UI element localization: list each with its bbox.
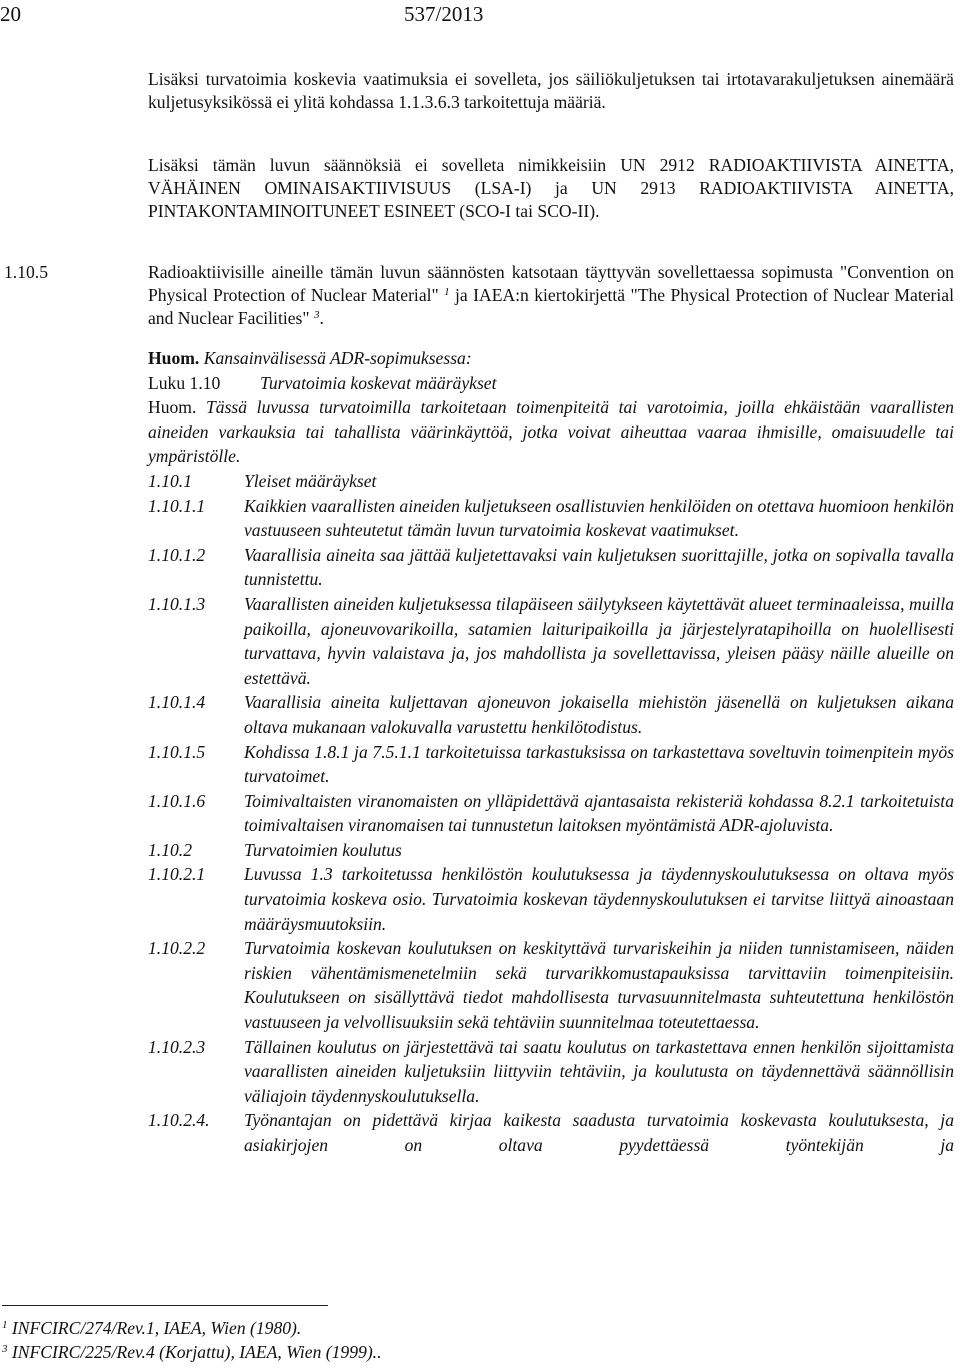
paragraph-1-text: Lisäksi turvatoimia koskevia vaatimuksia ei sovelleta, jos säiliökuljetuksen tai irtotavarakuljetuksen ainemäärä kuljetusyksikössä ei ylitä kohdassa 1.1.3.6.3 tarkoitettuja määriä. — [148, 69, 954, 112]
item-text: Kaikkien vaarallisten aineiden kuljetukseen osallistuvien henkilöiden on otettava huomioon henkilön vastuuseen suhteutetut tämän luvun turvatoimia koskevat vaatimukset. — [244, 495, 954, 541]
page-header — [0, 2, 960, 28]
footnote-separator — [2, 1305, 328, 1306]
chapter-heading-row — [148, 371, 954, 396]
item-text: Vaarallisten aineiden kuljetuksessa tilapäiseen säilytykseen käytettävät alueet terminaaleissa, muilla paikoilla, ajoneuvovarikoilla, satamien laituripaikoilla ja järjestelyratapihoilla on huolellisesti turvattava, hyvin valaistava ja, jos mahdollista ja sovellettavissa, yleisen pääsy näille alueille on estettävä. — [244, 593, 954, 688]
note-definition-text: Tässä luvussa turvatoimilla tarkoitetaan toimenpiteitä tai varotoimia, joilla ehkäistään vaarallisten aineiden varkauksia tai tahallista väärinkäyttöä, jotka voivat aiheuttaa vaaraa ihmisille, omaisuudelle tai ympäristölle. — [148, 397, 954, 467]
chapter-title: Turvatoimia koskevat määräykset — [260, 372, 497, 393]
item-text: Toimivaltaisten viranomaisten on ylläpidettävä ajantasaista rekisteriä kohdassa 8.2.1 tarkoitetuista toimivaltaisen viranomaisen tai tunnustetun laitoksen myöntämistä ADR-ajoluvista. — [244, 790, 954, 836]
item-number: 1.10.1 — [148, 470, 192, 491]
note-heading: Kansainvälisessä ADR-sopimuksessa: — [203, 348, 472, 368]
note-definition-label: Huom. — [148, 397, 197, 418]
numbered-item — [148, 543, 954, 592]
section-text-a: Radioaktiivisille aineille tämän luvun säännösten katsotaan täyttyvän sovellettaessa sopimusta "Convention on Physical Protection of Nuclear Material" — [148, 262, 954, 305]
item-number: 1.10.2.2 — [148, 938, 206, 959]
item-number: 1.10.1.2 — [148, 544, 206, 565]
footnote-1-mark: 1 — [2, 1318, 8, 1331]
item-number: 1.10.1.6 — [148, 790, 206, 811]
item-text: Vaarallisia aineita saa jättää kuljetettavaksi vain kuljetuksen suorittajille, jotka on sopivalla tavalla tunnistettu. — [244, 544, 954, 590]
section-1-10-5 — [148, 261, 954, 329]
footnote-1-text: INFCIRC/274/Rev.1, IAEA, Wien (1980). — [11, 1318, 302, 1338]
numbered-item — [148, 789, 954, 838]
item-text: Kohdissa 1.8.1 ja 7.5.1.1 tarkoitetuissa tarkastuksissa on tarkastettava soveltuvin toimenpitein myös turvatoimet. — [244, 741, 954, 787]
adr-note — [148, 346, 954, 1158]
item-number: 1.10.1.4 — [148, 692, 206, 713]
paragraph-2-text: Lisäksi tämän luvun säännöksiä ei sovelleta nimikkeisiin UN 2912 RADIOAKTIIVISTA AINETTA, VÄHÄINEN OMINAISAKTIIVISUUS (LSA-I) ja UN 2913 RADIOAKTIIVISTA AINETTA, PINTAKONTAMINOITUNEET ESINEET (SCO-I tai SCO-II). — [148, 155, 954, 221]
section-text-c: . — [319, 307, 324, 328]
item-text: Turvatoimia koskevan koulutuksen on keskityttävä turvariskeihin ja niiden tunnistamiseen, näiden riskien vähentämismenetelmiin sekä turvarikkomustapauksissa tarvittaviin toimenpiteisiin. Koulutukseen on sisällyttävä tiedot mahdollisesta turvasuunnitelmasta suhteutettuna henkilöstön vastuuseen ja velvollisuuksiin sekä tehtäviin suunnitelmaa toteutettaessa. — [244, 938, 954, 1033]
item-text: Luvussa 1.3 tarkoitetussa henkilöstön koulutuksessa ja täydennyskoulutuksessa on oltava myös turvatoimia koskeva osio. Turvatoimia koskevan täydennyskoulutuksen ei tarvitse liittyä ainoastaan määräysmuutoksiin. — [244, 864, 954, 934]
chapter-number: Luku 1.10 — [148, 372, 221, 393]
paragraph-1 — [148, 68, 954, 114]
item-number: 1.10.2 — [148, 839, 192, 860]
section-number: 1.10.5 — [4, 262, 48, 282]
section-1-10-5-text — [148, 261, 954, 329]
numbered-item — [148, 1035, 954, 1109]
item-number: 1.10.2.3 — [148, 1036, 206, 1057]
note-definition — [148, 395, 954, 469]
page-number: 20 — [0, 2, 21, 26]
document-reference: 537/2013 — [404, 2, 484, 26]
item-text: Vaarallisia aineita kuljettavan ajoneuvon jokaisella miehistön jäsenellä on kuljetuksen aikana oltava mukanaan valokuvalla varustettu henkilötodistus. — [244, 692, 954, 737]
footnote-3 — [2, 1340, 381, 1364]
numbered-item — [148, 690, 954, 739]
item-number: 1.10.1.1 — [148, 495, 206, 516]
numbered-item — [148, 936, 954, 1034]
footnote-3-text: INFCIRC/225/Rev.4 (Korjattu), IAEA, Wien (1999).. — [11, 1342, 382, 1362]
footnote-ref-3: 3 — [313, 308, 320, 321]
note-heading-row — [148, 346, 954, 371]
item-text: Tällainen koulutus on järjestettävä tai saatu koulutus on tarkastettava ennen henkilön sijoittamista vaarallisten aineiden kuljetuksiin liittyviin tehtäviin, ja koulutusta on täydennettävä säännöllisin väliajoin täydennyskoulutuksella. — [244, 1036, 954, 1106]
numbered-item — [148, 740, 954, 789]
item-number: 1.10.2.4. — [148, 1110, 210, 1131]
numbered-items — [148, 469, 954, 1158]
footnote-1 — [2, 1316, 381, 1340]
section-text-b: ja IAEA:n kiertokirjettä "The Physical Protection of Nuclear Material and Nuclear Facilities" — [148, 284, 954, 328]
subsection-heading — [148, 838, 954, 863]
item-text: Työnantajan on pidettävä kirjaa kaikesta saadusta turvatoimia koskevasta koulutuksesta, ja asiakirjojen on oltava pyydettäessä työntekijän ja — [244, 1110, 954, 1155]
item-text: Turvatoimien koulutus — [244, 839, 402, 860]
subsection-heading — [148, 469, 954, 494]
footnotes — [2, 1316, 381, 1364]
item-text: Yleiset määräykset — [244, 470, 377, 491]
numbered-item — [148, 494, 954, 543]
footnote-3-mark: 3 — [2, 1342, 8, 1355]
note-label: Huom. — [148, 348, 200, 368]
item-number: 1.10.1.5 — [148, 741, 206, 762]
item-number: 1.10.1.3 — [148, 593, 206, 614]
numbered-item — [148, 862, 954, 936]
item-number: 1.10.2.1 — [148, 864, 206, 885]
footnote-ref-1: 1 — [444, 285, 450, 298]
numbered-item — [148, 592, 954, 690]
paragraph-2 — [148, 154, 954, 222]
numbered-item — [148, 1108, 954, 1157]
